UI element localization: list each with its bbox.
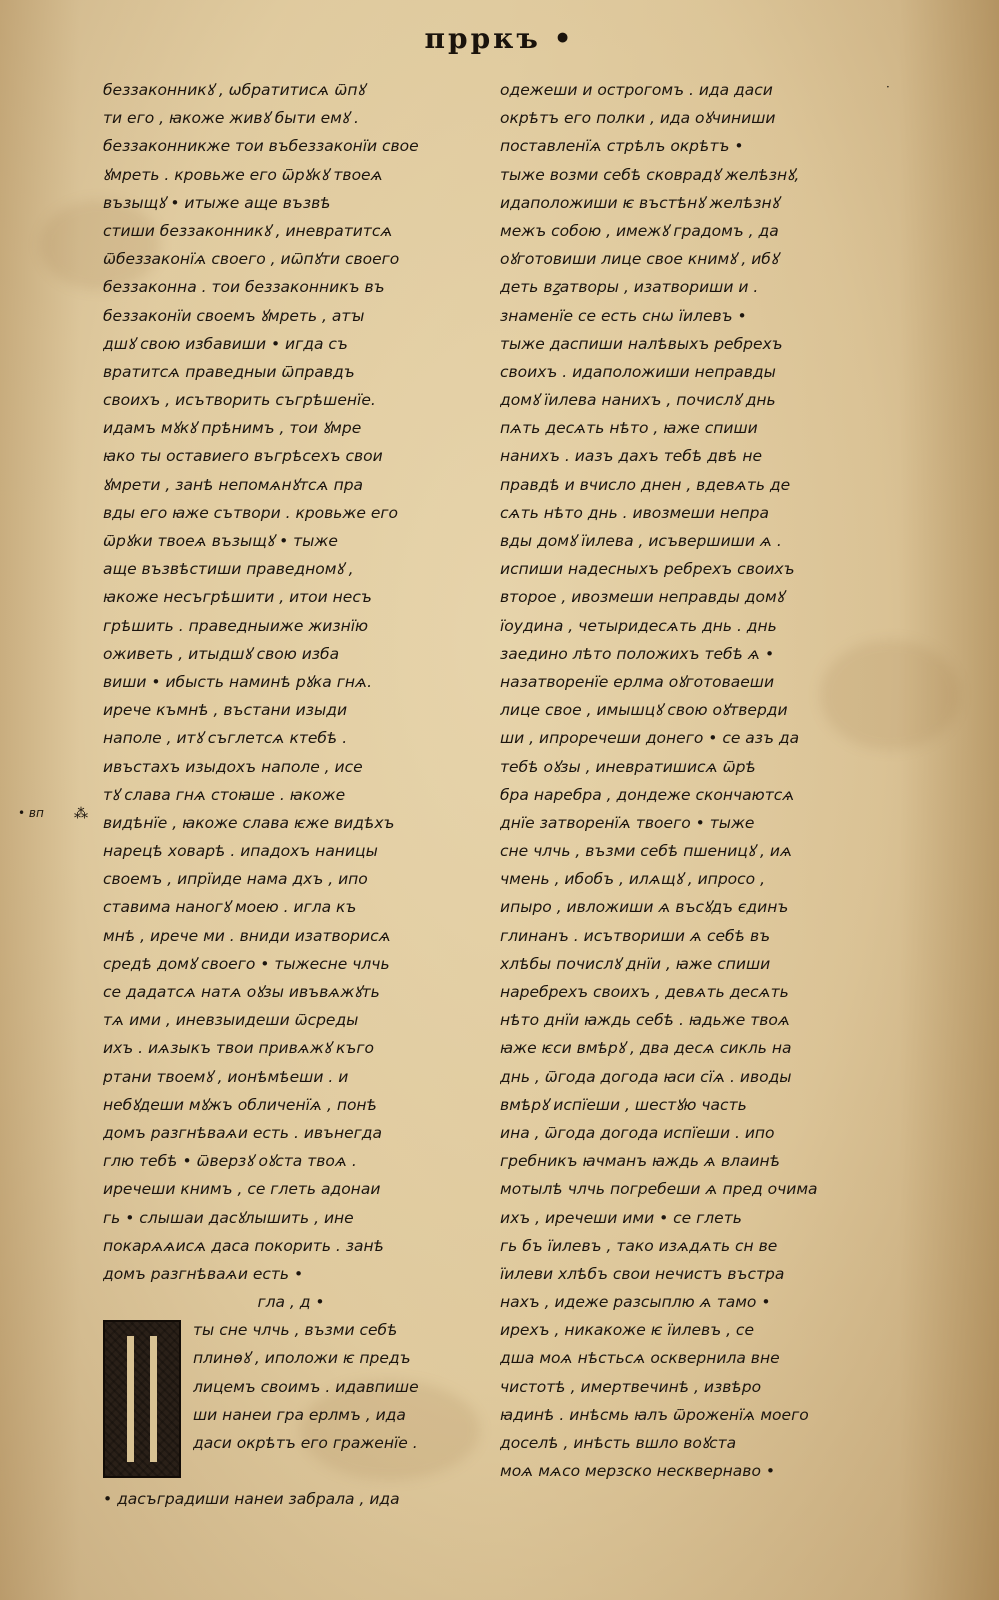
text-line: ипыро , ивложиши ѧ въсꙋдъ єдинъ	[500, 898, 789, 917]
text-line: лицемъ своимъ . идавпише	[193, 1377, 419, 1396]
text-line: средѣ домꙋ своего • тыжесне члчь	[103, 954, 390, 973]
chapter-opening	[103, 1316, 479, 1485]
text-line: оживеть , итыдшꙋ свою изба	[103, 644, 340, 663]
text-line: сѧть нѣто днь . ивозмеши непра	[500, 503, 769, 522]
text-line: ихъ , иречеши ими • се глеть	[500, 1208, 742, 1227]
text-line: даси окрѣтъ его граженїе .	[193, 1434, 418, 1452]
text-line: оꙋготовиши лице свое книмꙋ , ибꙋ	[500, 250, 779, 269]
text-line: ртани твоемꙋ , ионѣмѣеши . и	[103, 1067, 349, 1086]
text-line: беззаконїи своемъ ꙋмреть , атꙑ	[103, 306, 365, 325]
text-line: беззаконна . тои беззаконникъ въ	[103, 278, 385, 297]
text-line: своихъ , исътворить съгрѣшенїе.	[103, 391, 376, 410]
text-line: вмѣрꙋ испїеши , шестꙋю часть	[500, 1095, 747, 1114]
text-line: окрѣтъ его полки , ида оꙋчиниши	[500, 109, 776, 128]
text-line: доселѣ , инѣсть вшло воꙋста	[500, 1434, 737, 1452]
text-line: нанихъ . иазъ дахъ тебѣ двѣ не	[500, 447, 763, 466]
text-line: гребникъ ꙗчманъ ꙗждь ѧ влаинѣ	[500, 1152, 781, 1171]
text-line: глинанъ . исътвориши ѧ себѣ въ	[500, 926, 771, 945]
right-column-text	[500, 76, 882, 1485]
text-line: днь , ѿгода догода ꙗси сїѧ . иводы	[500, 1067, 792, 1086]
text-line: стиши беззаконникꙋ , иневратитсѧ	[103, 221, 393, 240]
text-line: плинѳꙋ , иположи ѥ предъ	[193, 1349, 411, 1368]
text-line: ставима наногꙋ моею . игла къ	[103, 898, 357, 917]
text-line: ꙗже ѥси вмѣрꙋ , два десѧ сикль на	[500, 1039, 792, 1058]
text-line: чмень , ибобъ , илѧщꙋ , ипросо ,	[500, 870, 766, 889]
text-line: поставленїѧ стрѣлъ окрѣтъ •	[500, 137, 744, 156]
text-line: наполе , итꙋ съглетсѧ ктебѣ .	[103, 729, 348, 748]
left-column-text	[103, 76, 479, 1288]
right-column	[500, 76, 882, 1485]
text-line: виши • ибысть наминѣ рꙋка гнѧ.	[103, 672, 373, 691]
text-line: ꙋмреть . кровьже его ѿрꙋкꙋ твоеѧ	[103, 165, 383, 184]
text-line: ина , ѿгода догода испїеши . ипо	[500, 1123, 775, 1142]
text-line: тыже даспиши налѣвыхъ ребрехъ	[500, 334, 783, 353]
text-line: идаположиши ѥ въстѣнꙋ желѣзнꙋ	[500, 193, 779, 212]
text-line: ꙗкоже несъгрѣшити , итои несъ	[103, 588, 372, 607]
text-line: ирече къмнѣ , въстани изыди	[103, 701, 348, 720]
text-line: заедино лѣто положихъ тебѣ ѧ •	[500, 644, 775, 663]
text-line: ши нанеи гра ерлмъ , ида	[193, 1405, 406, 1424]
text-line: испиши надесныхъ ребрехъ своихъ	[500, 560, 795, 579]
text-line: видѣнїе , ꙗкоже слава ѥже видѣхъ	[103, 813, 395, 832]
text-line: ѿрꙋки твоеѧ възыщꙋ • тыже	[103, 532, 338, 550]
text-line: беззаконникꙋ , ѡбратитисѧ ѿпꙋ	[103, 81, 365, 99]
text-line: домъ разгнѣваѧи есть •	[103, 1264, 304, 1283]
text-line: бра наребра , дондеже скончаютсѧ	[500, 785, 795, 804]
text-line: ши , ипроречеши донего • се азъ да	[500, 729, 800, 748]
text-line: гь бъ їилевъ , тако изѧдѧть сн ве	[500, 1236, 778, 1255]
text-line: їоудина , четыридесѧть днь . днь	[500, 616, 777, 635]
text-line: беззаконникже тои въбеззаконїи свое	[103, 137, 419, 156]
margin-note: • вп	[18, 806, 44, 820]
text-line: тꙋ слава гнѧ стоꙗше . ꙗкоже	[103, 785, 346, 804]
text-line: вды домꙋ їилева , исъвершиши ѧ .	[500, 532, 782, 550]
text-line: се дадатсѧ натѧ оꙋзы ивъвѧжꙋть	[103, 983, 380, 1001]
text-line: знаменїе се есть снѡ їилевъ •	[500, 306, 747, 325]
text-line: їилеви хлѣбъ свои нечистъ въстра	[500, 1264, 785, 1283]
text-line: деть вꙁатворы , изатвориши и .	[500, 278, 759, 297]
text-line: покарѧѧисѧ даса покорить . занѣ	[103, 1236, 385, 1255]
text-line: мнѣ , ирече ми . вниди изатворисѧ	[103, 926, 391, 945]
text-line: тебѣ оꙋзы , иневратишисѧ ѿрѣ	[500, 757, 756, 776]
text-line: ивъстахъ изыдохъ наполе , исе	[103, 757, 363, 776]
text-line: възыщꙋ • итыже аще възвѣ	[103, 193, 331, 212]
text-line: наребрехъ своихъ , девѧть десѧть	[500, 983, 789, 1001]
text-line: домꙋ їилева нанихъ , почислꙋ днь	[500, 391, 776, 410]
text-line: сне члчь , възми себѣ пшеницꙋ , иѧ	[500, 842, 793, 861]
text-line: тыже возми себѣ сковрадꙋ желѣзнꙋ,	[500, 165, 800, 184]
decorated-initial-icon	[103, 1320, 181, 1478]
text-line: ꙋмрети , занѣ непомѧнꙋтсѧ пра	[103, 475, 364, 494]
text-line: • дасъградиши нанеи забрала , ида	[103, 1490, 400, 1509]
text-line: ихъ . иѧзыкъ твои привѧжꙋ къго	[103, 1039, 374, 1058]
text-line: грѣшить . праведныиже жизнїю	[103, 616, 369, 635]
text-line: своихъ . идаположиши неправды	[500, 362, 776, 381]
running-head: прркъ •	[424, 22, 575, 55]
text-line: назатворенїе ерлма оꙋготоваеши	[500, 672, 775, 691]
text-line: ирехъ , никакоже ѥ їилевъ , се	[500, 1321, 754, 1340]
left-column	[103, 76, 479, 1513]
text-line: моѧ мѧсо мерзско несквернаво •	[500, 1462, 775, 1481]
text-line: нарецѣ ховарѣ . ипадохъ наницы	[103, 842, 378, 861]
text-line: пѧть десѧть нѣто , ꙗже спиши	[500, 419, 758, 438]
text-line: аще възвѣстиши праведномꙋ ,	[103, 560, 354, 579]
text-line: своемъ , ипрїиде нама дхъ , ипо	[103, 870, 368, 889]
text-line: второе , ивозмеши неправды домꙋ	[500, 588, 784, 607]
text-line: одежеши и острогомъ . ида даси	[500, 81, 773, 99]
text-line: ѿбеззаконїѧ своего , иѿпꙋти своего	[103, 250, 400, 269]
margin-mark: ⁂	[74, 806, 88, 822]
text-line: нѣто днїи ꙗждь себѣ . ꙗдьже твоѧ	[500, 1011, 791, 1030]
text-line: ти его , ꙗкоже живꙋ быти емꙋ .	[103, 109, 359, 128]
chapter-opening-text	[193, 1316, 479, 1457]
text-line: нахъ , идеже разсыплю ѧ тамо •	[500, 1293, 771, 1312]
text-line: вды его ꙗже сътвори . кровьже его	[103, 503, 399, 522]
text-line: дшꙋ свою избавиши • игда съ	[103, 334, 348, 353]
text-line: ты сне члчь , възми себѣ	[193, 1321, 398, 1340]
text-line: глю тебѣ • ѿверзꙋ оꙋста твоѧ .	[103, 1152, 357, 1171]
text-line: мотылѣ члчь погребеши ѧ пред очима	[500, 1180, 818, 1199]
chapter-heading: гла , д •	[257, 1293, 325, 1312]
text-line: тѧ ими , иневзыидеши ѿсреды	[103, 1011, 359, 1030]
text-line: гь • слышаи дасꙋлышить , ине	[103, 1208, 354, 1227]
text-line: чистотѣ , имертвечинѣ , извѣро	[500, 1377, 762, 1396]
text-line: лице свое , имышцꙋ свою оꙋтверди	[500, 701, 788, 720]
text-line: небꙋдеши мꙋжъ обличенїѧ , понѣ	[103, 1095, 377, 1114]
text-line: идамъ мꙋкꙋ прѣнимъ , тои ꙋмре	[103, 419, 362, 438]
text-line: дша моѧ нѣстьсѧ осквернила вне	[500, 1349, 780, 1368]
text-line: домъ разгнѣваѧи есть . ивънегда	[103, 1123, 383, 1142]
text-line: ꙗко ты оставиего въгрѣсехъ свои	[103, 447, 383, 466]
text-line: вратитсѧ праведныи ѿправдъ	[103, 362, 355, 381]
margin-dot: ·	[886, 80, 890, 94]
text-line: правдѣ и вчисло днен , вдевѧть де	[500, 475, 791, 494]
text-line: днїе затворенїѧ твоего • тыже	[500, 813, 755, 832]
text-line: ꙗдинѣ . инѣсмь ꙗлъ ѿроженїѧ моего	[500, 1405, 809, 1424]
text-line: межъ собою , имежꙋ градомъ , да	[500, 221, 779, 240]
text-line: хлѣбы почислꙋ днїи , ꙗже спиши	[500, 954, 771, 973]
text-line: иречеши книмъ , се глеть адонаи	[103, 1180, 381, 1199]
